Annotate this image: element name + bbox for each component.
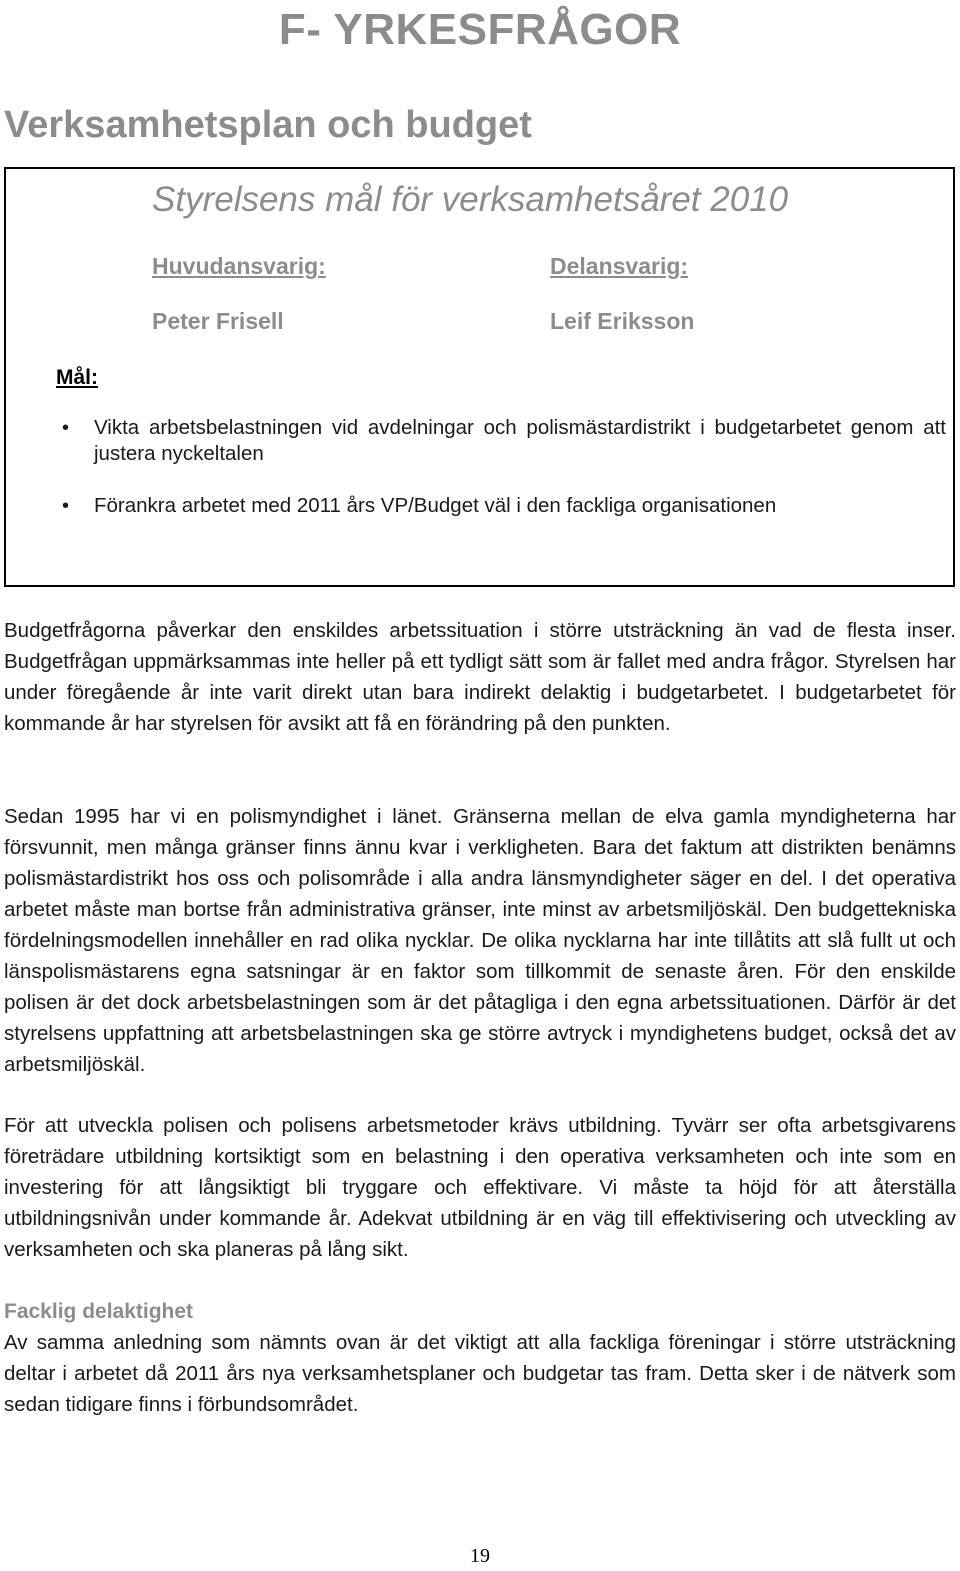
sub-heading-union-participation: Facklig delaktighet bbox=[4, 1300, 194, 1323]
goals-label: Mål: bbox=[56, 366, 98, 389]
section-title: F- YRKESFRÅGOR bbox=[278, 5, 682, 54]
goal-text: Vikta arbetsbelastningen vid avdelningar och polismästardistrikt i budgetarbetet genom att justera nyckeltalen bbox=[94, 416, 946, 465]
goal-item bbox=[56, 493, 946, 519]
goal-item bbox=[56, 415, 946, 467]
main-responsible-label: Huvudansvarig: bbox=[152, 253, 326, 279]
goal-list bbox=[56, 415, 946, 545]
goal-box-subtitle: Styrelsens mål för verksamhetsåret 2010 bbox=[152, 180, 789, 219]
bullet-icon: • bbox=[62, 417, 70, 439]
sub-responsible-name: Leif Eriksson bbox=[550, 308, 695, 334]
paragraph-education: För att utveckla polisen och polisens arbetsmetoder krävs utbildning. Tyvärr ser ofta arbetsgivarens företrädare utbildning kortsiktigt som en belastning i den operativa verksamheten och inte som en investering för att långsiktigt bli tryggare och effektivare. Vi måste ta höjd för att återställa utbildningsnivån under kommande år. Adekvat utbildning är en väg till effektivisering och utveckling av verksamheten och ska planeras på lång sikt. bbox=[4, 1114, 956, 1261]
paragraph-union-participation: Av samma anledning som nämnts ovan är det viktigt att alla fackliga föreningar i större utsträckning deltar i arbetet då 2011 års nya verksamhetsplaner och budgetar tas fram. Detta sker i de nätverk som sedan tidigare finns i förbundsområdet. bbox=[4, 1331, 956, 1416]
page-heading: Verksamhetsplan och budget bbox=[4, 104, 532, 146]
bullet-icon: • bbox=[62, 495, 70, 517]
main-responsible-name: Peter Frisell bbox=[152, 308, 284, 334]
goal-text: Förankra arbetet med 2011 års VP/Budget väl i den fackliga organisationen bbox=[94, 494, 777, 517]
goal-box bbox=[4, 167, 955, 587]
page-number: 19 bbox=[470, 1545, 490, 1567]
paragraph-police-authority: Sedan 1995 har vi en polismyndighet i länet. Gränserna mellan de elva gamla myndigheterna har försvunnit, men många gränser finns ännu kvar i verkligheten. Bara det faktum att distrikten benämns polismästardistrikt hos oss och polisområde i alla andra länsmyndigheter säger en del. I det operativa arbetet måste man bortse från administrativa gränser, inte minst av arbetsmiljöskäl. Den budgettekniska fördelningsmodellen innehåller en rad olika nycklar. De olika nycklarna har inte tillåtits att slå fullt ut och länspolismästarens egna satsningar är en faktor som tillkommit de senaste åren. För den enskilde polisen är det dock arbetsbelastningen som är det påtagliga i den egna arbetssituationen. Därför är det styrelsens uppfattning att arbetsbelastningen ska ge större avtryck i myndighetens budget, också det av arbetsmiljöskäl. bbox=[4, 805, 956, 1076]
paragraph-budget-questions: Budgetfrågorna påverkar den enskildes arbetssituation i större utsträckning än vad de flesta inser. Budgetfrågan uppmärksammas inte heller på ett tydligt sätt som är fallet med andra frågor. Styrelsen har under föregående år inte varit direkt utan bara indirekt delaktig i budgetarbetet. I budgetarbetet för kommande år har styrelsen för avsikt att få en förändring på den punkten. bbox=[4, 619, 956, 735]
sub-responsible-label: Delansvarig: bbox=[550, 253, 689, 279]
